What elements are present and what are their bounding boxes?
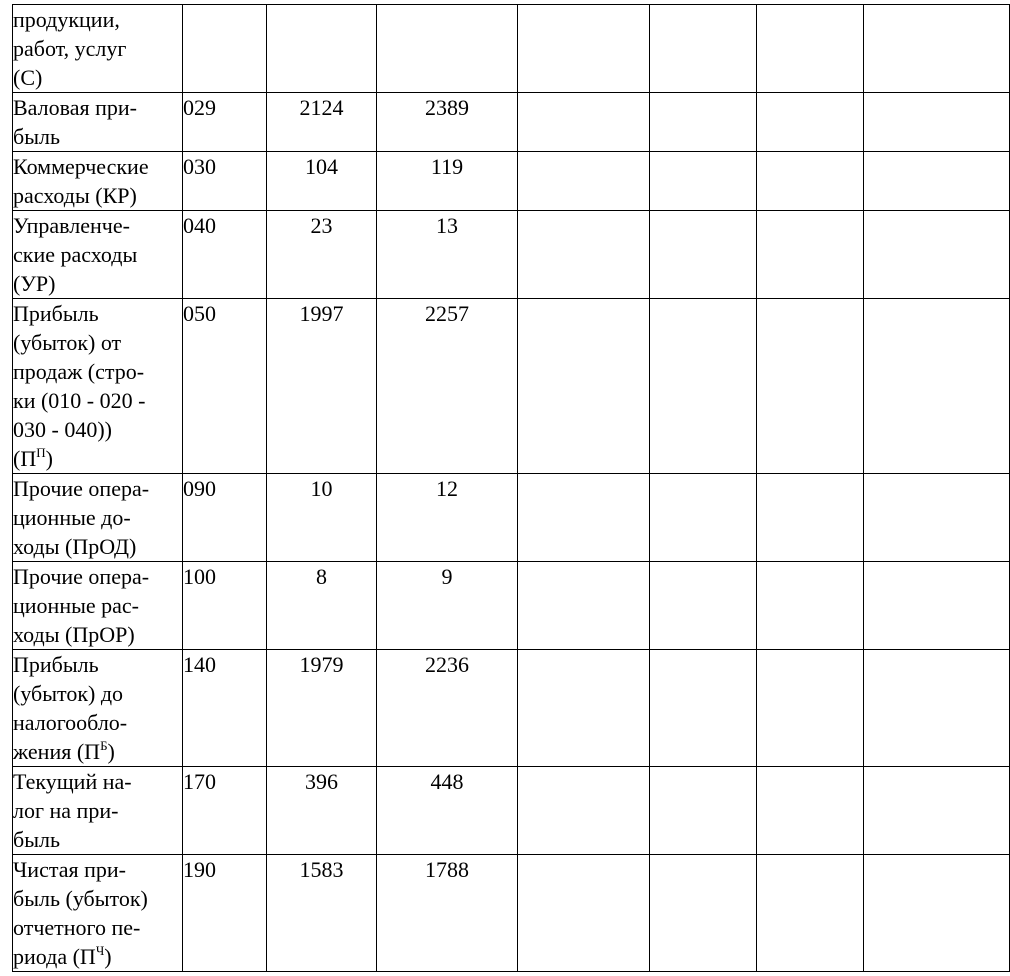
value-period-1-cell: 2124: [267, 93, 377, 152]
indicator-name-line: Прочие опера-: [13, 564, 150, 589]
indicator-superscript: Ч: [95, 943, 105, 958]
empty-cell: [864, 767, 1010, 855]
empty-cell: [518, 474, 650, 562]
empty-cell: [864, 93, 1010, 152]
empty-cell: [757, 650, 864, 767]
line-code-cell: 030: [183, 152, 267, 211]
value-period-2-cell: 119: [377, 152, 518, 211]
indicator-name-close: ): [104, 944, 112, 969]
empty-cell: [650, 211, 757, 299]
indicator-name-line: быль: [13, 827, 60, 852]
empty-cell: [518, 152, 650, 211]
value-period-1-cell: 23: [267, 211, 377, 299]
indicator-name-line: (убыток) до: [13, 681, 124, 706]
value-period-1-cell: 8: [267, 562, 377, 650]
indicator-name-line: Текущий на-: [13, 769, 132, 794]
empty-cell: [864, 152, 1010, 211]
empty-cell: [864, 650, 1010, 767]
empty-cell: [518, 767, 650, 855]
line-code-cell: [183, 5, 267, 93]
table-body: [13, 5, 1010, 972]
empty-cell: [518, 299, 650, 474]
empty-cell: [864, 211, 1010, 299]
indicator-name-line: расходы (КР): [13, 183, 137, 208]
value-period-2-cell: [377, 5, 518, 93]
indicator-name-cell: [13, 650, 183, 767]
line-code-cell: 029: [183, 93, 267, 152]
empty-cell: [518, 93, 650, 152]
indicator-name-cell: [13, 299, 183, 474]
indicator-name-cell: [13, 93, 183, 152]
empty-cell: [650, 474, 757, 562]
line-code-cell: 140: [183, 650, 267, 767]
value-period-2-cell: 448: [377, 767, 518, 855]
empty-cell: [864, 474, 1010, 562]
indicator-name-line: (УР): [13, 271, 56, 296]
empty-cell: [757, 767, 864, 855]
empty-cell: [864, 5, 1010, 93]
table-row: [13, 299, 1010, 474]
indicator-name-line: Чистая при-: [13, 857, 126, 882]
table-row: [13, 152, 1010, 211]
value-period-2-cell: 1788: [377, 855, 518, 972]
indicator-name-line: ходы (ПрОР): [13, 622, 135, 647]
empty-cell: [518, 562, 650, 650]
indicator-name-cell: [13, 855, 183, 972]
empty-cell: [864, 299, 1010, 474]
indicator-name-line: [13, 942, 182, 971]
line-code-cell: 040: [183, 211, 267, 299]
empty-cell: [650, 855, 757, 972]
empty-cell: [650, 562, 757, 650]
indicator-name-line: ционные рас-: [13, 593, 139, 618]
line-code-cell: 190: [183, 855, 267, 972]
indicator-name-cell: [13, 5, 183, 93]
indicator-name-line: быль (убыток): [13, 886, 148, 911]
indicator-name-line: ционные до-: [13, 505, 131, 530]
value-period-1-cell: 1979: [267, 650, 377, 767]
indicator-name-line: Коммерческие: [13, 154, 149, 179]
empty-cell: [757, 562, 864, 650]
empty-cell: [757, 93, 864, 152]
empty-cell: [650, 767, 757, 855]
indicator-name-line: ки (010 - 020 -: [13, 388, 146, 413]
financial-results-table: [12, 4, 1010, 972]
value-period-2-cell: 9: [377, 562, 518, 650]
indicator-name-line: ходы (ПрОД): [13, 534, 137, 559]
indicator-name-cell: [13, 767, 183, 855]
empty-cell: [757, 211, 864, 299]
empty-cell: [864, 855, 1010, 972]
indicator-name-line: (убыток) от: [13, 330, 122, 355]
indicator-name-line: налогообло-: [13, 710, 128, 735]
empty-cell: [518, 5, 650, 93]
table-row: [13, 211, 1010, 299]
indicator-name-close: ): [45, 446, 53, 471]
table-row: [13, 5, 1010, 93]
value-period-1-cell: 10: [267, 474, 377, 562]
indicator-superscript: Б: [100, 738, 108, 753]
table-row: [13, 93, 1010, 152]
indicator-name-line: [13, 737, 182, 766]
indicator-name-line: [13, 444, 182, 473]
indicator-name-line: 030 - 040)): [13, 417, 112, 442]
empty-cell: [650, 299, 757, 474]
empty-cell: [518, 855, 650, 972]
empty-cell: [757, 474, 864, 562]
empty-cell: [757, 152, 864, 211]
line-code-cell: 090: [183, 474, 267, 562]
value-period-1-cell: 1583: [267, 855, 377, 972]
indicator-name-cell: [13, 562, 183, 650]
indicator-superscript: П: [36, 445, 46, 460]
table-row: [13, 650, 1010, 767]
empty-cell: [650, 5, 757, 93]
value-period-2-cell: 2257: [377, 299, 518, 474]
indicator-name-line: ские расходы: [13, 242, 138, 267]
line-code-cell: 100: [183, 562, 267, 650]
empty-cell: [864, 562, 1010, 650]
empty-cell: [518, 211, 650, 299]
indicator-name-line: отчетного пе-: [13, 915, 141, 940]
indicator-name-close: ): [107, 739, 115, 764]
indicator-name-text: (П: [13, 446, 37, 471]
indicator-name-line: Прибыль: [13, 301, 99, 326]
value-period-1-cell: 1997: [267, 299, 377, 474]
empty-cell: [650, 152, 757, 211]
table-row: [13, 855, 1010, 972]
document-page: [12, 4, 1009, 972]
line-code-cell: 170: [183, 767, 267, 855]
indicator-name-text: жения (П: [13, 739, 101, 764]
empty-cell: [650, 650, 757, 767]
empty-cell: [757, 299, 864, 474]
empty-cell: [650, 93, 757, 152]
indicator-name-line: Прибыль: [13, 652, 99, 677]
indicator-name-line: лог на при-: [13, 798, 119, 823]
value-period-1-cell: [267, 5, 377, 93]
table-row: [13, 562, 1010, 650]
indicator-name-cell: [13, 211, 183, 299]
value-period-1-cell: 104: [267, 152, 377, 211]
empty-cell: [757, 855, 864, 972]
indicator-name-line: Управленче-: [13, 213, 130, 238]
value-period-1-cell: 396: [267, 767, 377, 855]
table-row: [13, 474, 1010, 562]
table-row: [13, 767, 1010, 855]
indicator-name-line: продаж (стро-: [13, 359, 145, 384]
indicator-name-cell: [13, 152, 183, 211]
line-code-cell: 050: [183, 299, 267, 474]
empty-cell: [757, 5, 864, 93]
indicator-name-text: риода (П: [13, 944, 96, 969]
indicator-name-line: быль: [13, 124, 60, 149]
indicator-name-line: Прочие опера-: [13, 476, 150, 501]
indicator-name-line: (С): [13, 65, 43, 90]
value-period-2-cell: 12: [377, 474, 518, 562]
value-period-2-cell: 2389: [377, 93, 518, 152]
indicator-name-cell: [13, 474, 183, 562]
indicator-name-line: продукции,: [13, 7, 120, 32]
indicator-name-line: Валовая при-: [13, 95, 137, 120]
empty-cell: [518, 650, 650, 767]
indicator-name-line: работ, услуг: [13, 36, 127, 61]
value-period-2-cell: 2236: [377, 650, 518, 767]
value-period-2-cell: 13: [377, 211, 518, 299]
